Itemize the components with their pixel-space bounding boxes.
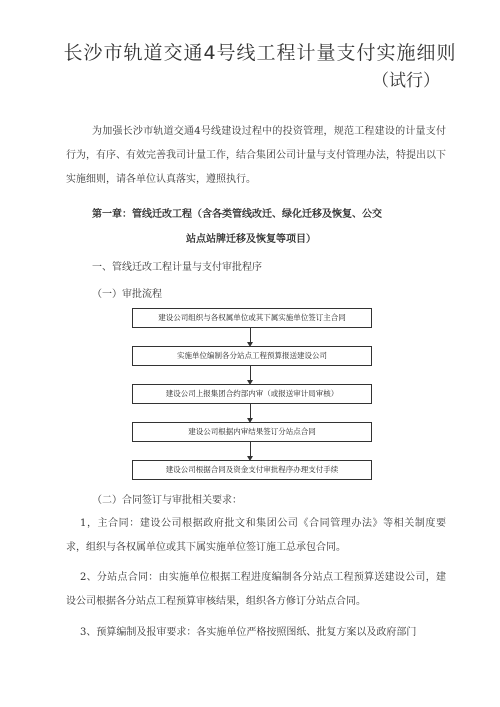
flow-step-3: 建设公司上报集团合约部内审（或报送审计局审核）: [132, 384, 372, 404]
requirement-item-1: 1，主合同：建设公司根据政府批文和集团公司《合同管理办法》等相关制度要求，组织与各权属单位或其下属实施单位签订施工总承包合同。: [66, 518, 446, 553]
flow-arrow-2: [250, 366, 252, 386]
flow-arrow-4: [250, 442, 252, 462]
subsection-approval-flow: （一）审批流程: [92, 289, 162, 300]
document-title: 长沙市轨道交通4号线工程计量支付实施细则: [63, 42, 457, 64]
intro-paragraph: 为加强长沙市轨道交通4号线建设过程中的投资管理，规范工程建设的计量支付行为，有序、有效完善我司计量工作，结合集团公司计量与支付管理办法，特提出以下实施细则，请各单位认真落实，遵照执行。: [66, 126, 446, 185]
flow-step-1: 建设公司组织与各权属单位或其下属实施单位签订主合同: [132, 308, 372, 328]
chapter-heading-line2: 站点站牌迁移及恢复等项目）: [186, 234, 316, 245]
flow-step-5: 建设公司根据合同及资金支付审批程序办理支付手续: [132, 460, 372, 480]
requirement-item-2: 2、分站点合同：由实施单位根据工程进度编制各分站点工程预算送建设公司，建设公司根据各分站点工程预算审核结果，组织各方修订分站点合同。: [66, 572, 446, 607]
flow-step-2: 实施单位编制各分站点工程预算报送建设公司: [132, 346, 372, 366]
flow-arrow-1: [250, 328, 252, 348]
flow-arrow-3: [250, 404, 252, 424]
section-heading: 一、管线迁改工程计量与支付审批程序: [92, 262, 262, 273]
chapter-heading-line1: 第一章：管线迁改工程（含各类管线改迁、绿化迁移及恢复、公交: [92, 209, 382, 220]
flow-step-4: 建设公司根据内审结果签订分站点合同: [132, 422, 372, 442]
requirement-item-3: 3、预算编制及报审要求：各实施单位严格按照图纸、批复方案以及政府部门: [80, 627, 417, 638]
subsection-contract-requirements: （二）合同签订与审批相关要求：: [92, 495, 242, 506]
document-subtitle: （试行）: [372, 71, 440, 91]
